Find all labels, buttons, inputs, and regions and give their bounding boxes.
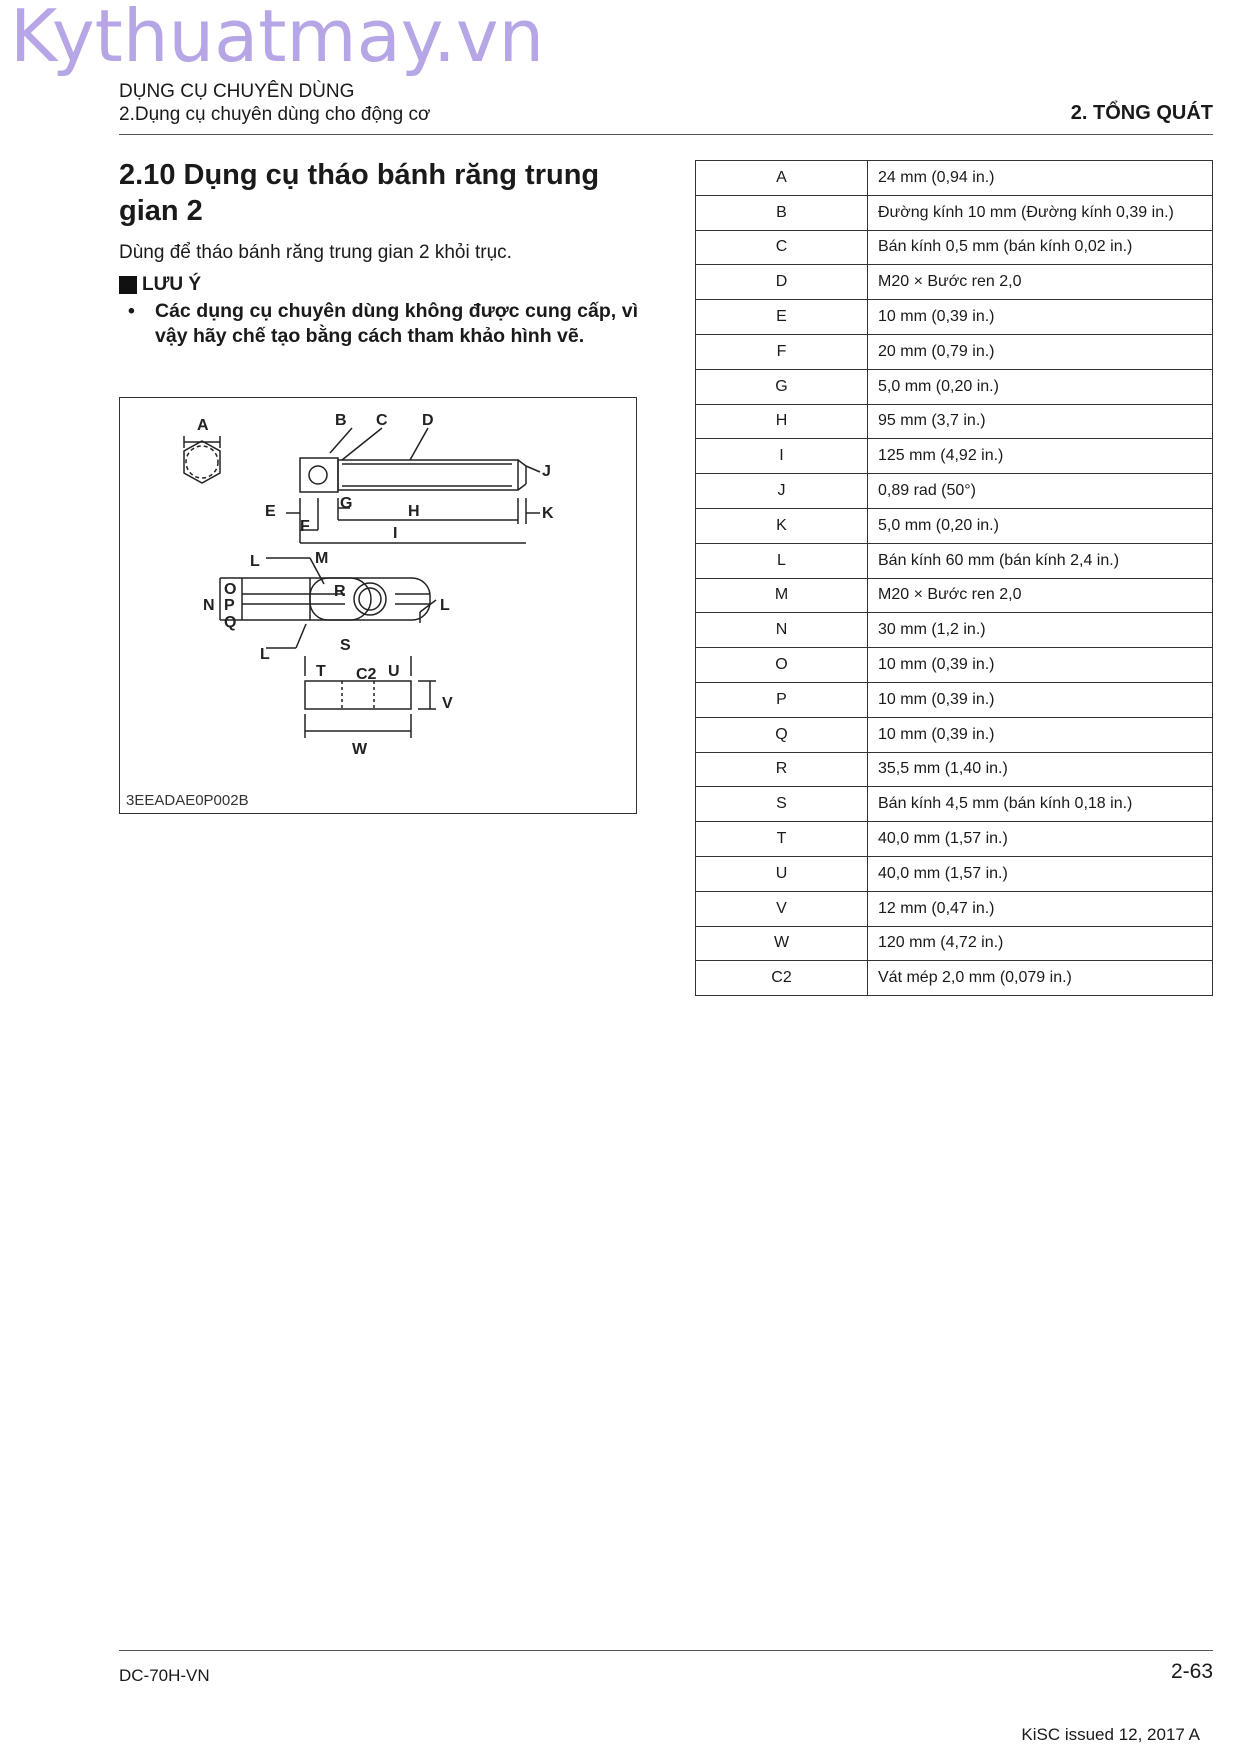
table-row xyxy=(696,161,1213,196)
header-subchapter: 2.Dụng cụ chuyên dùng cho động cơ xyxy=(119,104,431,125)
doc-code: DC-70H-VN xyxy=(119,1666,210,1685)
spec-value: 125 mm (4,92 in.) xyxy=(868,439,1213,474)
table-row xyxy=(696,474,1213,509)
spec-value: 10 mm (0,39 in.) xyxy=(868,648,1213,683)
table-row xyxy=(696,300,1213,335)
plate-top-view xyxy=(310,578,430,620)
spec-key: P xyxy=(696,682,868,717)
label-h: H xyxy=(408,503,420,520)
spec-key: I xyxy=(696,439,868,474)
label-f: F xyxy=(300,518,310,535)
spec-key: F xyxy=(696,334,868,369)
spec-value: M20 × Bước ren 2,0 xyxy=(868,265,1213,300)
label-w: W xyxy=(352,741,368,758)
table-row xyxy=(696,230,1213,265)
spec-key: M xyxy=(696,578,868,613)
header-section: 2. TỔNG QUÁT xyxy=(1070,102,1213,124)
intro-text: Dùng để tháo bánh răng trung gian 2 khỏi trục. xyxy=(119,242,512,263)
spec-key: W xyxy=(696,926,868,961)
label-l-top: L xyxy=(250,553,260,570)
spec-key: N xyxy=(696,613,868,648)
spec-key: A xyxy=(696,161,868,196)
table-row xyxy=(696,404,1213,439)
spec-key: S xyxy=(696,787,868,822)
spec-key: E xyxy=(696,300,868,335)
table-row xyxy=(696,856,1213,891)
label-q: Q xyxy=(224,614,237,631)
note-heading xyxy=(119,274,201,296)
table-row xyxy=(696,578,1213,613)
label-t: T xyxy=(316,663,326,680)
running-header xyxy=(119,80,430,126)
label-m: M xyxy=(315,550,329,567)
spec-value: 10 mm (0,39 in.) xyxy=(868,717,1213,752)
note-item xyxy=(128,299,638,349)
spec-key: R xyxy=(696,752,868,787)
spec-key: H xyxy=(696,404,868,439)
table-row xyxy=(696,682,1213,717)
header-divider xyxy=(119,134,1213,135)
spec-value: Bán kính 0,5 mm (bán kính 0,02 in.) xyxy=(868,230,1213,265)
section-title: 2.10 Dụng cụ tháo bánh răng trung gian 2 xyxy=(119,159,600,227)
note-heading-label: LƯU Ý xyxy=(142,274,202,295)
label-a: A xyxy=(197,417,209,434)
spec-value: 120 mm (4,72 in.) xyxy=(868,926,1213,961)
spec-value: 10 mm (0,39 in.) xyxy=(868,682,1213,717)
label-c2: C2 xyxy=(356,666,377,683)
spec-value: 5,0 mm (0,20 in.) xyxy=(868,508,1213,543)
bullet-icon: • xyxy=(128,300,135,322)
table-row xyxy=(696,369,1213,404)
page-number: 2-63 xyxy=(1170,1660,1213,1683)
label-u: U xyxy=(388,663,400,680)
table-row xyxy=(696,648,1213,683)
spec-value: Đường kính 10 mm (Đường kính 0,39 in.) xyxy=(868,195,1213,230)
spec-value: 10 mm (0,39 in.) xyxy=(868,300,1213,335)
spec-key: B xyxy=(696,195,868,230)
label-d: D xyxy=(422,412,434,429)
label-j: J xyxy=(542,463,551,480)
table-row xyxy=(696,334,1213,369)
label-k: K xyxy=(542,505,554,522)
watermark-logo: Kythuatmay.vn xyxy=(10,0,545,78)
spec-value: 40,0 mm (1,57 in.) xyxy=(868,822,1213,857)
spec-value: 30 mm (1,2 in.) xyxy=(868,613,1213,648)
label-o: O xyxy=(224,581,237,598)
spec-value: 95 mm (3,7 in.) xyxy=(868,404,1213,439)
note-text: Các dụng cụ chuyên dùng không được cung cấp, vì vậy hãy chế tạo bằng cách tham khảo hình vẽ. xyxy=(155,300,638,347)
label-i: I xyxy=(393,525,398,542)
header-chapter: DỤNG CỤ CHUYÊN DÙNG xyxy=(119,81,355,102)
spec-value: 24 mm (0,94 in.) xyxy=(868,161,1213,196)
spec-value: M20 × Bước ren 2,0 xyxy=(868,578,1213,613)
issue-info: KiSC issued 12, 2017 A xyxy=(1021,1725,1200,1744)
spec-value: Vát mép 2,0 mm (0,079 in.) xyxy=(868,961,1213,996)
spec-key: U xyxy=(696,856,868,891)
spec-value: Bán kính 60 mm (bán kính 2,4 in.) xyxy=(868,543,1213,578)
footer-divider xyxy=(119,1650,1213,1651)
table-row xyxy=(696,752,1213,787)
label-g: G xyxy=(340,495,353,512)
label-p: P xyxy=(224,597,235,614)
hex-end-view xyxy=(184,441,220,483)
spec-table xyxy=(695,160,1213,996)
spec-value: 40,0 mm (1,57 in.) xyxy=(868,856,1213,891)
spec-key: D xyxy=(696,265,868,300)
table-row xyxy=(696,508,1213,543)
spec-value: 12 mm (0,47 in.) xyxy=(868,891,1213,926)
table-row xyxy=(696,717,1213,752)
figure-code: 3EEADAE0P002B xyxy=(126,792,249,809)
table-row xyxy=(696,543,1213,578)
spec-value: 35,5 mm (1,40 in.) xyxy=(868,752,1213,787)
table-row xyxy=(696,961,1213,996)
label-l-right: L xyxy=(440,597,450,614)
spec-key: J xyxy=(696,474,868,509)
plate-side-view xyxy=(305,681,411,709)
label-e: E xyxy=(265,503,276,520)
spec-value: Bán kính 4,5 mm (bán kính 0,18 in.) xyxy=(868,787,1213,822)
bolt-head xyxy=(300,458,338,492)
table-row xyxy=(696,439,1213,474)
table-row xyxy=(696,787,1213,822)
label-n: N xyxy=(203,597,215,614)
label-v: V xyxy=(442,695,453,712)
spec-value: 5,0 mm (0,20 in.) xyxy=(868,369,1213,404)
table-row xyxy=(696,265,1213,300)
label-r: R xyxy=(334,583,346,600)
note-square-icon xyxy=(119,276,137,294)
label-b: B xyxy=(335,412,347,429)
label-c: C xyxy=(376,412,388,429)
label-s: S xyxy=(340,637,351,654)
spec-key: L xyxy=(696,543,868,578)
table-row xyxy=(696,891,1213,926)
table-row xyxy=(696,926,1213,961)
table-row xyxy=(696,195,1213,230)
spec-value: 0,89 rad (50°) xyxy=(868,474,1213,509)
table-row xyxy=(696,822,1213,857)
technical-drawing xyxy=(119,397,637,814)
spec-key: V xyxy=(696,891,868,926)
spec-key: C xyxy=(696,230,868,265)
spec-key: T xyxy=(696,822,868,857)
table-row xyxy=(696,613,1213,648)
spec-key: Q xyxy=(696,717,868,752)
spec-key: K xyxy=(696,508,868,543)
spec-value: 20 mm (0,79 in.) xyxy=(868,334,1213,369)
label-l-bottom: L xyxy=(260,646,270,663)
spec-key: O xyxy=(696,648,868,683)
spec-key: C2 xyxy=(696,961,868,996)
spec-key: G xyxy=(696,369,868,404)
